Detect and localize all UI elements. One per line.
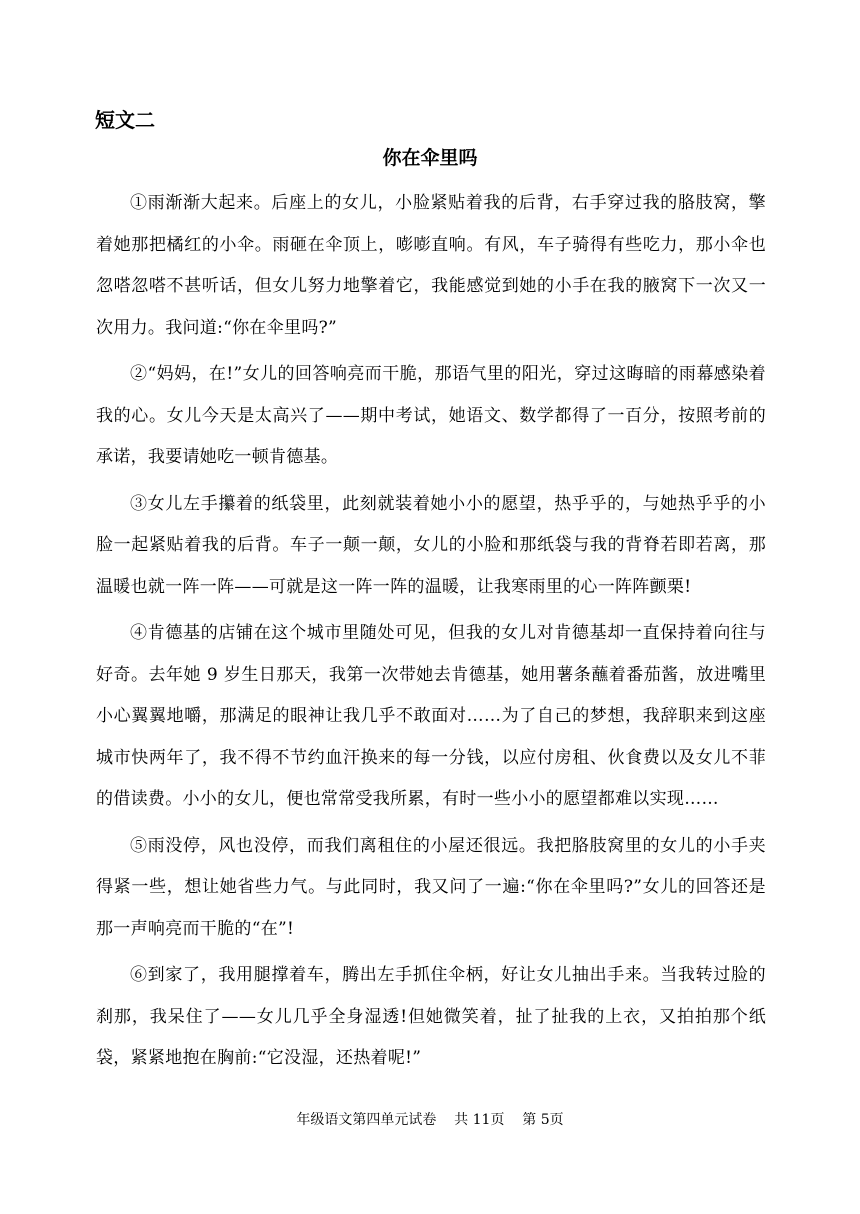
article-body (96, 183, 766, 1085)
paragraph-3: ③女儿左手攥着的纸袋里，此刻就装着她小小的愿望，热乎乎的，与她热乎乎的小脸一起紧贴着我的后背。车子一颠一颠，女儿的小脸和那纸袋与我的背脊若即若离，那温暖也就一阵一阵——可就是这一阵一阵的温暖，让我寒雨里的心一阵阵颤栗! (96, 493, 766, 597)
paragraph-6: ⑥到家了，我用腿撑着车，腾出左手抓住伞柄，好让女儿抽出手来。当我转过脸的刹那，我呆住了——女儿几乎全身湿透!但她微笑着，扯了扯我的上衣，又拍拍那个纸袋，紧紧地抱在胸前:“它没湿，还热着呢!” (96, 965, 766, 1068)
page-footer: 年级语文第四单元试卷 共 11页 第 5页 (296, 1112, 564, 1128)
article-title: 你在伞里吗 (382, 147, 478, 169)
paragraph-4: ④肯德基的店铺在这个城市里随处可见，但我的女儿对肯德基却一直保持着向往与好奇。去年她 9 岁生日那天，我第一次带她去肯德基，她用薯条蘸着番茄酱，放进嘴里小心翼翼地嚼，那满足的眼神让我几乎不敢面对……为了自己的梦想，我辞职来到这座城市快两年了，我不得不节约血汗换来的每一分钱，以应付房租、伙食费以及女儿不菲的借读费。小小的女儿，便也常常受我所累，有时一些小小的愿望都难以实现…… (96, 623, 766, 809)
paragraph-5: ⑤雨没停，风也没停，而我们离租住的小屋还很远。我把胳肢窝里的女儿的小手夹得紧一些，想让她省些力气。与此同时，我又问了一遍:“你在伞里吗?”女儿的回答还是那一声响亮而干脆的“在”! (96, 835, 766, 939)
paragraph-1: ①雨渐渐大起来。后座上的女儿，小脸紧贴着我的后背，右手穿过我的胳肢窝，擎着她那把橘红的小伞。雨砸在伞顶上，嘭嘭直响。有风，车子骑得有些吃力，那小伞也忽嗒忽嗒不甚听话，但女儿努力地擎着它，我能感觉到她的小手在我的腋窝下一次又一次用力。我问道:“你在伞里吗?” (96, 193, 766, 338)
paragraph-2: ②“妈妈，在!”女儿的回答响亮而干脆，那语气里的阳光，穿过这晦暗的雨幕感染着我的心。女儿今天是太高兴了——期中考试，她语文、数学都得了一百分，按照考前的承诺，我要请她吃一顿肯德基。 (96, 364, 766, 467)
section-label: 短文二 (95, 108, 155, 132)
